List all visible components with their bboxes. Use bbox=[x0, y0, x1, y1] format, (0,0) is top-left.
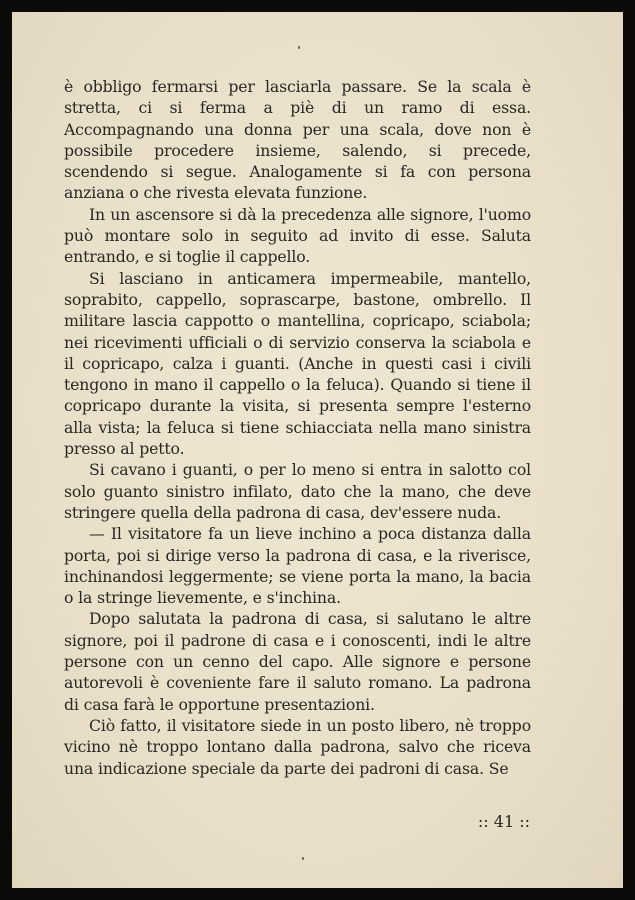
book-page bbox=[12, 12, 623, 888]
paragraph: Ciò fatto, il visitatore siede in un posto libero, nè troppo vicino nè troppo lontano dalla padrona, salvo che riceva una indicazione speciale da parte dei padroni di casa. Se bbox=[64, 715, 531, 778]
paper-speck bbox=[298, 46, 300, 49]
paragraph: Si lasciano in anticamera impermeabile, mantello, soprabito, cappello, soprascarpe, bastone, ombrello. Il militare lascia cappotto o mantellina, copricapo, sciabola; nei ricevimenti ufficiali o di servizio conserva la sciabola e il copricapo, calza i guanti. (Anche in questi casi i civili tengono in mano il cappello o la feluca). Quando si tiene il copricapo durante la visita, si presenta sempre l'esterno alla vista; la feluca si tiene schiacciata nella mano sinistra presso al petto. bbox=[64, 268, 531, 459]
paragraph: Si cavano i guanti, o per lo meno si entra in salotto col solo guanto sinistro infilato, dato che la mano, che deve stringere quella della padrona di casa, dev'essere nuda. bbox=[64, 460, 531, 522]
paragraph: Dopo salutata la padrona di casa, si salutano le altre signore, poi il padrone di casa e i conoscenti, indi le altre persone con un cenno del capo. Alle signore e persone autorevoli è coveniente fare il saluto romano. La padrona di casa farà le opportune presentazioni. bbox=[64, 609, 531, 714]
paragraph: In un ascensore si dà la precedenza alle signore, l'uomo può montare solo in seguito ad invito di esse. Saluta entrando, e si toglie il cappello. bbox=[64, 204, 531, 267]
paragraph: è obbligo fermarsi per lasciarla passare. Se la scala è stretta, ci si ferma a piè di un ramo di essa. Accompagnando una donna per una scala, dove non è possibile procedere insieme, salendo, si precede, scendendo si segue. Analogamente si fa con persona anziana o che rivesta elevata funzione. bbox=[64, 77, 531, 203]
paper-speck bbox=[302, 857, 304, 860]
page-number: :: 41 :: bbox=[477, 812, 530, 831]
paragraph: — Il visitatore fa un lieve inchino a poca distanza dalla porta, poi si dirige verso la padrona di casa, e la riverisce, inchinandosi leggermente; se viene porta la mano, la bacia o la stringe lievemente, e s'inchina. bbox=[64, 524, 531, 608]
page-body-text bbox=[64, 76, 531, 779]
